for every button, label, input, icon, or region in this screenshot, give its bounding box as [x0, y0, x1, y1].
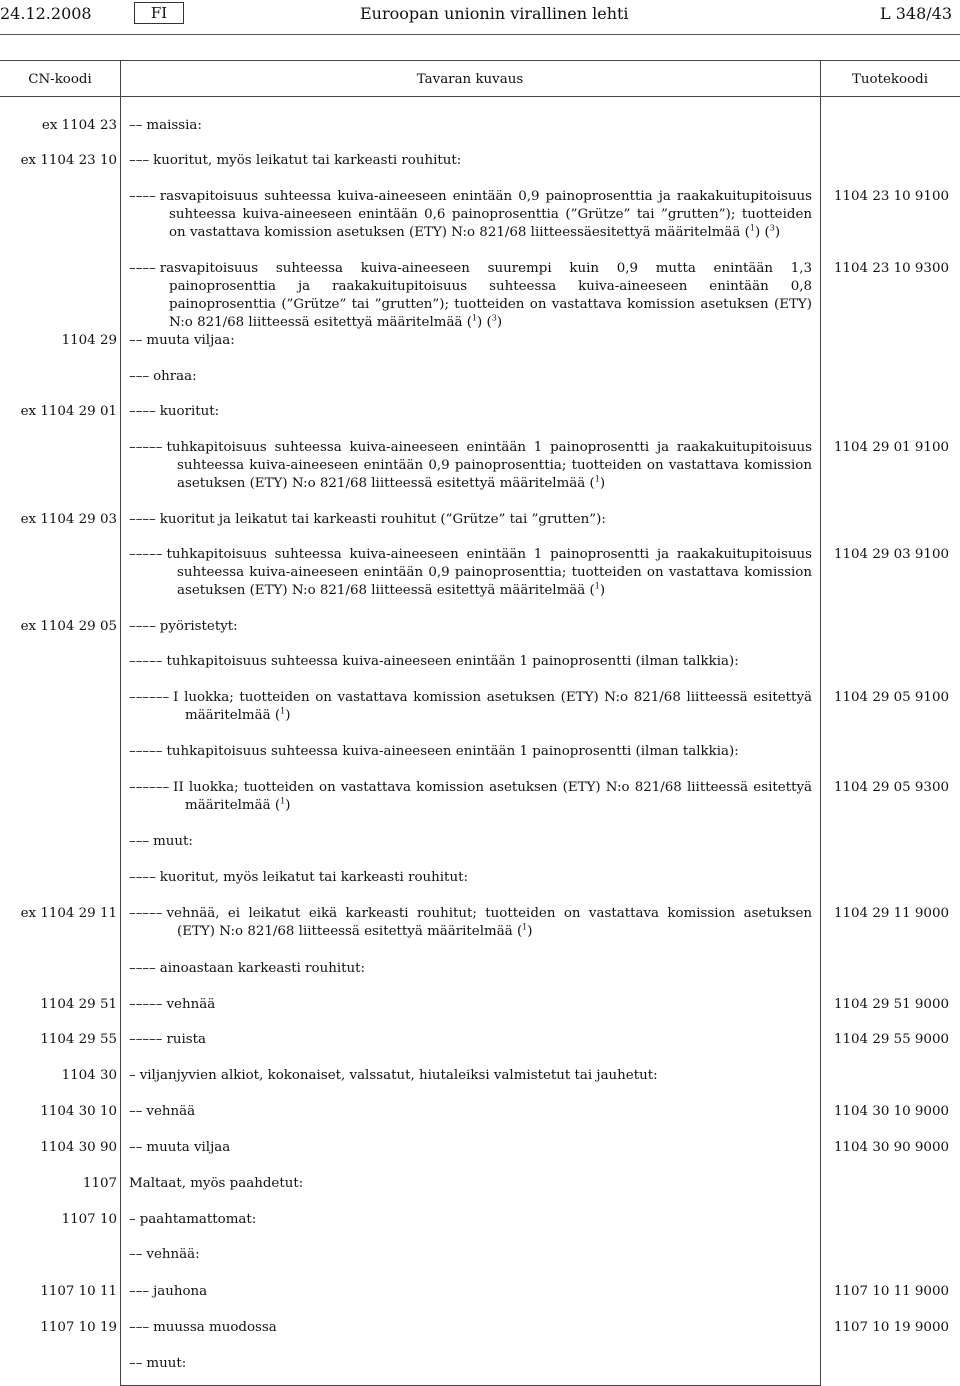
product-code: 1104 29 51 9000: [833, 997, 949, 1012]
description: [129, 1067, 812, 1085]
description-text: muuta viljaa:: [146, 333, 235, 348]
indent-dashes: ––: [129, 1356, 143, 1371]
indent-dashes: ––––––: [129, 780, 170, 795]
indent-dashes: –: [129, 1212, 136, 1227]
cn-code: 1104 30: [61, 1068, 117, 1083]
description: [129, 332, 812, 350]
description-text: muut:: [146, 1356, 187, 1371]
description-text: I luokka; tuotteiden on vastattava komission asetuksen (ETY) N:o 821/68 liitteessä esitettyä määritelmää ($^1$): [173, 690, 812, 723]
description-text: vehnää: [166, 997, 216, 1012]
description: [129, 869, 812, 887]
description: [129, 833, 812, 851]
indent-dashes: –––––: [129, 744, 163, 759]
indent-dashes: –––––: [129, 1032, 163, 1047]
col-divider-2: [820, 60, 821, 1386]
description-text: pyöristetyt:: [159, 619, 238, 634]
cn-code: ex 1104 29 11: [20, 906, 117, 921]
description-text: vehnää:: [146, 1247, 200, 1262]
product-code: 1104 23 10 9300: [833, 261, 949, 276]
product-code: 1104 29 03 9100: [833, 547, 949, 562]
description-text: kuoritut, myös leikatut tai karkeasti rouhitut:: [153, 153, 462, 168]
description: [129, 1355, 812, 1373]
journal-title: Euroopan unionin virallinen lehti: [360, 4, 629, 23]
description: [129, 403, 812, 421]
description: [129, 1031, 812, 1049]
description: [129, 618, 812, 636]
indent-dashes: ––––: [129, 961, 156, 976]
description-text: jauhona: [153, 1284, 208, 1299]
description: [129, 1211, 812, 1229]
indent-dashes: –––––: [129, 997, 163, 1012]
cn-code: 1104 30 90: [40, 1140, 117, 1155]
indent-dashes: ––: [129, 1140, 143, 1155]
product-code: 1104 30 90 9000: [833, 1140, 949, 1155]
cn-code: ex 1104 29 03: [20, 512, 117, 527]
indent-dashes: –: [129, 1068, 136, 1083]
cn-code: ex 1104 29 01: [20, 404, 117, 419]
language-badge: FI: [134, 2, 184, 24]
col-header-product: Tuotekoodi: [851, 72, 928, 87]
col-header-cn: CN-koodi: [28, 72, 92, 87]
indent-dashes: –––: [129, 153, 150, 168]
page-header: [0, 0, 960, 32]
product-code: 1104 29 05 9100: [833, 690, 949, 705]
col-header-desc: Tavaran kuvaus: [416, 72, 524, 87]
indent-dashes: ––: [129, 1247, 143, 1262]
product-code: 1107 10 11 9000: [833, 1284, 949, 1299]
description: [129, 1319, 812, 1337]
cn-code: 1104 30 10: [40, 1104, 117, 1119]
description-text: kuoritut ja leikatut tai karkeasti rouhitut (”Grütze” tai ”grutten”):: [159, 512, 606, 527]
description: [129, 1283, 812, 1301]
description: [129, 689, 812, 725]
indent-dashes: ––: [129, 1104, 143, 1119]
description: [129, 152, 812, 170]
description-text: vehnää: [146, 1104, 196, 1119]
description: [129, 439, 812, 493]
cn-code: 1107 10: [61, 1212, 117, 1227]
description-text: Maltaat, myös paahdetut:: [129, 1176, 304, 1191]
cn-code: 1104 29 55: [40, 1032, 117, 1047]
description-text: ruista: [166, 1032, 207, 1047]
description: [129, 511, 812, 529]
description-text: muuta viljaa: [146, 1140, 231, 1155]
product-code: 1104 29 05 9300: [833, 780, 949, 795]
cn-code: 1104 29 51: [40, 997, 117, 1012]
description: [129, 1139, 812, 1157]
indent-dashes: ––––: [129, 619, 156, 634]
indent-dashes: –––––: [129, 547, 163, 562]
indent-dashes: –––: [129, 1284, 150, 1299]
product-code: 1104 23 10 9100: [833, 189, 949, 204]
indent-dashes: ––––: [129, 870, 156, 885]
description-text: kuoritut:: [159, 404, 220, 419]
indent-dashes: ––––: [129, 404, 156, 419]
description: [129, 779, 812, 815]
col-divider-1: [120, 60, 121, 1386]
product-code: 1104 29 11 9000: [833, 906, 949, 921]
page-number: L 348/43: [880, 4, 952, 23]
cn-code: ex 1104 23: [41, 118, 117, 133]
product-code: 1107 10 19 9000: [833, 1320, 949, 1335]
indent-dashes: ––––: [129, 189, 156, 204]
header-divider: [0, 34, 960, 35]
description-text: ainoastaan karkeasti rouhitut:: [159, 961, 366, 976]
product-code: 1104 29 55 9000: [833, 1032, 949, 1047]
description: [129, 368, 812, 386]
description: [129, 546, 812, 600]
indent-dashes: –––: [129, 834, 150, 849]
publication-date: 24.12.2008: [0, 4, 92, 23]
indent-dashes: ––: [129, 118, 143, 133]
description-text: viljanjyvien alkiot, kokonaiset, valssatut, hiutaleiksi valmistetut tai jauhetut:: [139, 1068, 658, 1083]
indent-dashes: –––: [129, 369, 150, 384]
indent-dashes: –––––: [129, 906, 163, 921]
description: [129, 1103, 812, 1121]
description-text: maissia:: [146, 118, 202, 133]
cn-code: 1107 10 19: [40, 1320, 117, 1335]
description: [129, 960, 812, 978]
header-bottom-rule: [0, 96, 960, 97]
product-code: 1104 30 10 9000: [833, 1104, 949, 1119]
description-text: kuoritut, myös leikatut tai karkeasti rouhitut:: [159, 870, 468, 885]
description: [129, 260, 812, 332]
description-text: rasvapitoisuus suhteessa kuiva-aineeseen suurempi kuin 0,9 mutta enintään 1,3 painoprosenttia ja raakakuitupitoisuus suhteessa kuiva-aineeseen enintään 0,8 painoprosenttia (”Grütze” tai ”grutten”); tuotteiden on vastattava komission asetuksen (ETY) N:o 821/68 liitteessä esitettyä määritelmää ($^1$) ($^3$): [159, 261, 812, 330]
description-text: tuhkapitoisuus suhteessa kuiva-aineeseen enintään 1 painoprosentti (ilman talkkia):: [166, 744, 739, 759]
indent-dashes: –––––: [129, 440, 163, 455]
description-text: rasvapitoisuus suhteessa kuiva-aineeseen enintään 0,9 painoprosenttia ja raakakuitupitoisuus suhteessa kuiva-aineeseen enintään 0,6 painoprosenttia (”Grütze” tai ”grutten”); tuotteiden on vastattava komission asetuksen (ETY) N:o 821/68 liitteessäesitettyä määritelmää ($^1$) ($^3$): [159, 189, 812, 240]
indent-dashes: –––––: [129, 654, 163, 669]
description: [129, 1246, 812, 1264]
table-top-rule: [0, 60, 960, 61]
description-text: vehnää, ei leikatut eikä karkeasti rouhitut; tuotteiden on vastattava komission asetuksen (ETY) N:o 821/68 liitteessä esitettyä määritelmää ($^1$): [166, 906, 812, 939]
description-text: muut:: [153, 834, 193, 849]
description-text: tuhkapitoisuus suhteessa kuiva-aineeseen enintään 1 painoprosentti (ilman talkkia):: [166, 654, 739, 669]
cn-code: ex 1104 29 05: [20, 619, 117, 634]
indent-dashes: –––: [129, 1320, 150, 1335]
description-text: tuhkapitoisuus suhteessa kuiva-aineeseen enintään 1 painoprosentti ja raakakuitupitoisuus suhteessa kuiva-aineeseen enintään 0,9 painoprosenttia; tuotteiden on vastattava komission asetuksen (ETY) N:o 821/68 liitteessä esitettyä määritelmää ($^1$): [166, 440, 812, 491]
description-text: muussa muodossa: [153, 1320, 277, 1335]
description: [129, 905, 812, 941]
description: [129, 188, 812, 242]
cn-code: 1107: [82, 1176, 117, 1191]
cn-code: 1107 10 11: [40, 1284, 117, 1299]
cn-code: 1104 29: [61, 333, 117, 348]
description: [129, 996, 812, 1014]
description: [129, 1175, 812, 1193]
indent-dashes: ––––––: [129, 690, 170, 705]
description-text: II luokka; tuotteiden on vastattava komission asetuksen (ETY) N:o 821/68 liitteessä esitettyä määritelmää ($^1$): [173, 780, 812, 813]
description-text: tuhkapitoisuus suhteessa kuiva-aineeseen enintään 1 painoprosentti ja raakakuitupitoisuus suhteessa kuiva-aineeseen enintään 0,9 painoprosenttia; tuotteiden on vastattava komission asetuksen (ETY) N:o 821/68 liitteessä esitettyä määritelmää ($^1$): [166, 547, 812, 598]
description: [129, 653, 812, 671]
description-text: paahtamattomat:: [139, 1212, 257, 1227]
description-text: ohraa:: [153, 369, 197, 384]
description: [129, 117, 812, 135]
cn-code: ex 1104 23 10: [20, 153, 117, 168]
indent-dashes: ––: [129, 333, 143, 348]
product-code: 1104 29 01 9100: [833, 440, 949, 455]
indent-dashes: ––––: [129, 261, 156, 276]
indent-dashes: ––––: [129, 512, 156, 527]
description: [129, 743, 812, 761]
